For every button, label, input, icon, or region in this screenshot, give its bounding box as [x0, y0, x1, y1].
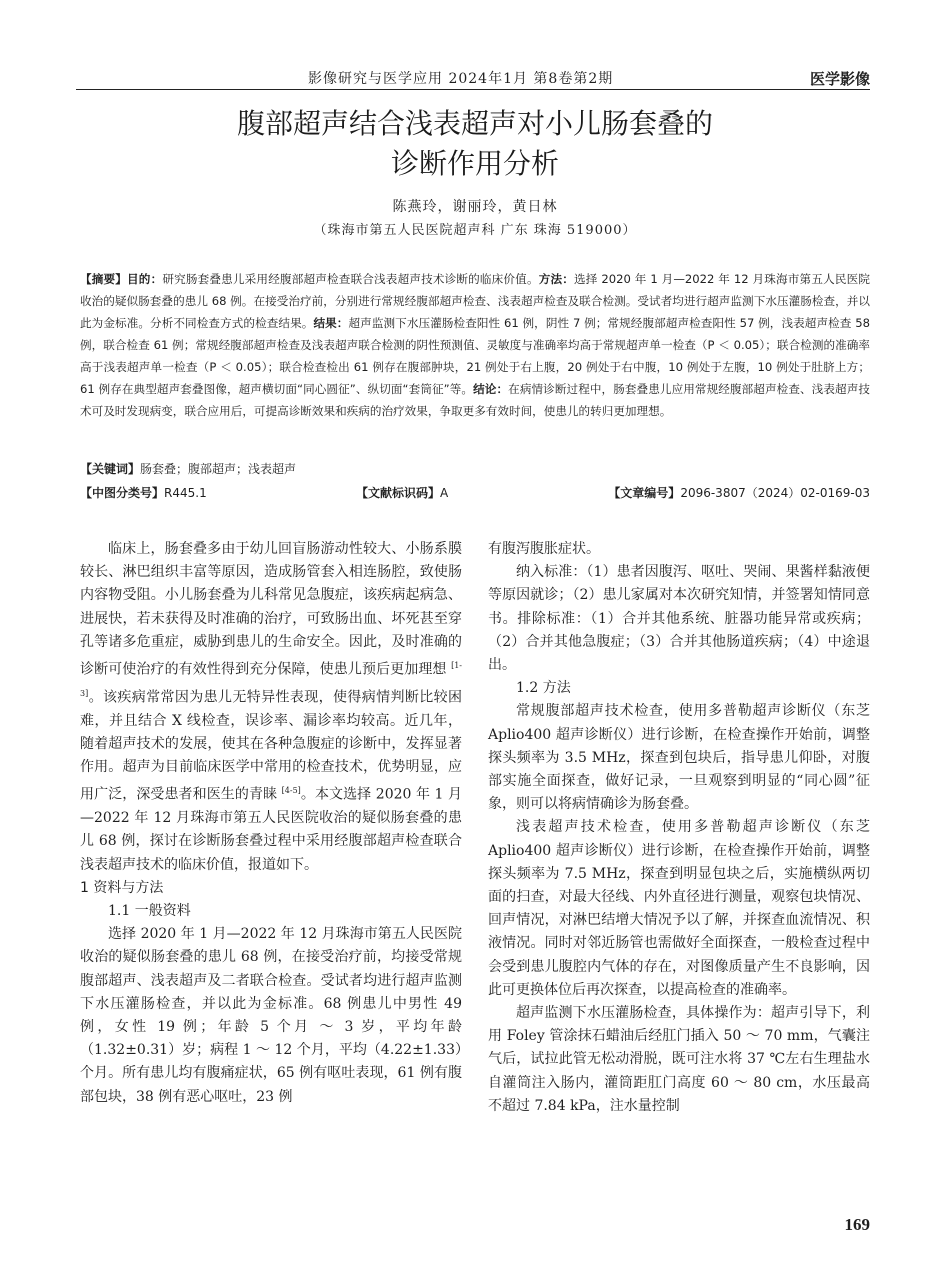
- results-text: 超声监测下水压灌肠检查阳性 61 例，阴性 7 例；常规经腹部超声检查阳性 57 例，浅表超声检查 58 例，联合检查 61 例；常规经腹部超声检查及浅表超声联合检测的阴性预测值、灵敏度与准确率均高于常规超声单一检查（P ＜ 0.05）；联合检测的准确率高于浅表超声单一检查（P ＜ 0.05）；联合检查检出 61 例存在腹部肿块，21 例处于右上腹，20 例处于右中腹，10 例处于左腹，10 例处于肚脐上方；61 例存在典型超声套叠图像，超声横切面“同心圆征”、纵切面“套筒征”等。: [80, 316, 870, 396]
- intro-paragraph: [80, 538, 462, 877]
- method-paragraph-2: 浅表超声技术检查，使用多普勒超声诊断仪（东芝 Aplio400 超声诊断仪）进行诊断，在检查操作开始前，调整探头频率为 7.5 MHz，探查到明显包块之后，实施横纵两切面的扫查，对最大径线、内外直径进行测量，观察包块情况、回声情况，对淋巴结增大情况予以了解，并探查血流情况、积液情况。同时对邻近肠管也需做好全面探查，一般检查过程中会受到患儿腹腔内气体的存在，对图像质量产生不良影响，因此可更换体位后再次探查，以提高检查的准确率。: [488, 819, 870, 998]
- keywords-value: 肠套叠；腹部超声；浅表超声: [140, 462, 297, 476]
- abstract-label: 【摘要】: [80, 272, 128, 286]
- intro-text-3: 。本文选择 2020 年 1 月—2022 年 12 月珠海市第五人民医院收治的疑似肠套叠的患儿 68 例，探讨在诊断肠套叠过程中采用经腹部超声检查联合浅表超声技术的临床价值，报道如下。: [80, 787, 462, 873]
- right-column: [488, 538, 870, 1118]
- citation-1: [1-3]: [80, 661, 462, 698]
- affiliation: （珠海市第五人民医院超声科 广东 珠海 519000）: [313, 223, 637, 238]
- objective-text: 研究肠套叠患儿采用经腹部超声检查联合浅表超声技术诊断的临床价值。: [162, 272, 539, 286]
- continued-paragraph: 有腹泻腹胀症状。: [488, 541, 600, 557]
- section-heading-1: 1 资料与方法: [80, 879, 164, 896]
- doc-code-block: [356, 484, 448, 501]
- results-label: 结果：: [313, 316, 349, 330]
- keywords: [80, 460, 296, 477]
- authors: 陈燕玲，谢丽玲，黄日林: [392, 199, 558, 215]
- conclusion-text: 在病情诊断过程中，肠套叠患儿应用常规经腹部超声检查、浅表超声技术可及时发现病变，联合应用后，可提高诊断效果和疾病的治疗效果，争取更多有效时间，使患儿的转归更加理想。: [80, 382, 870, 418]
- title-line-2: 诊断作用分析: [390, 147, 559, 180]
- title-line-1: 腹部超声结合浅表超声对小儿肠套叠的: [236, 107, 713, 140]
- method-paragraph-3: 超声监测下水压灌肠检查，具体操作为：超声引导下，利用 Foley 管涂抹石蜡油后经肛门插入 50 ～ 70 mm，气囊注气后，试拉此管无松动滑脱，既可注水将 37 ℃左右生理盐水自灌筒注入肠内，灌筒距肛门高度 60 ～ 80 cm，水压最高不超过 7.84 kPa，注水量控制: [488, 1005, 870, 1114]
- method-paragraph-1: 常规腹部超声技术检查，使用多普勒超声诊断仪（东芝 Aplio400 超声诊断仪）进行诊断，在检查操作开始前，调整探头频率为 3.5 MHz，探查到包块后，指导患儿仰卧，对腹部实施全面探查，做好记录，一旦观察到明显的“同心圆”征象，则可以将病情确诊为肠套叠。: [488, 703, 870, 813]
- page-number: 169: [844, 1215, 870, 1234]
- article-no-label: 【文章编号】: [608, 486, 681, 500]
- conclusion-label: 结论：: [473, 382, 509, 396]
- running-header: [76, 68, 870, 88]
- objective-label: 目的：: [127, 272, 163, 286]
- intro-text-2: 。该疾病常常因为患儿无特异性表现，使得病情判断比较困难，并且结合 X 线检查，误诊率、漏诊率均较高。近几年，随着超声技术的发展，使其在各种急腹症的诊断中，发挥显著作用。超声为目前临床医学中常用的检查技术，优势明显，应用广泛，深受患者和医生的青睐: [80, 689, 462, 803]
- subsection-heading-1-1: 1.1 一般资料: [108, 903, 191, 920]
- methods-text: 选择 2020 年 1 月—2022 年 12 月珠海市第五人民医院收治的疑似肠套叠的患儿 68 例。在接受治疗前，分别进行常规经腹部超声检查、浅表超声检查及联合检测。受试者均进行超声监测下水压灌肠检查，并以此为金标准。分析不同检查方式的检查结果。: [80, 272, 870, 330]
- header-rule: [76, 89, 870, 90]
- clc-label: 【中图分类号】: [80, 486, 165, 500]
- abstract: [80, 268, 870, 422]
- intro-text-1: 临床上，肠套叠多由于幼儿回盲肠游动性较大、小肠系膜较长、淋巴组织丰富等原因，造成肠管套入相连肠腔，致使肠内容物受阻。小儿肠套叠为儿科常见急腹症，该疾病起病急、进展快，若未获得及时准确的治疗，可致肠出血、坏死甚至穿孔等诸多危重症，威胁到患儿的生命安全。因此，及时准确的诊断可使治疗的有效性得到充分保障，使患儿预后更加理想: [80, 541, 462, 678]
- clc-value: R445.1: [164, 486, 207, 500]
- left-column: [80, 538, 462, 1109]
- article-no-value: 2096-3807（2024）02-0169-03: [680, 486, 870, 500]
- criteria-paragraph: 纳入标准：（1）患者因腹泻、呕吐、哭闹、果酱样黏液便等原因就诊；（2）患儿家属对本次研究知情，并签署知情同意书。排除标准：（1）合并其他系统、脏器功能异常或疾病；（2）合并其他急腹症；（3）合并其他肠道疾病；（4）中途退出。: [488, 564, 870, 674]
- general-data-paragraph: 选择 2020 年 1 月—2022 年 12 月珠海市第五人民医院收治的疑似肠套叠的患儿 68 例，在接受治疗前，均接受常规腹部超声、浅表超声及二者联合检查。受试者均进行超声监测下水压灌肠检查，并以此为金标准。68 例患儿中男性 49 例，女性 19 例；年龄 5 个月 ～ 3 岁，平均年龄（1.32±0.31）岁；病程 1 ～ 12 个月，平均（4.22±1.33）个月。所有患儿均有腹痛症状，65 例有呕吐表现，61 例有腹部包块，38 例有恶心呕吐，23 例: [80, 926, 462, 1105]
- section-label: 医学影像: [809, 70, 870, 88]
- doc-code-value: A: [440, 486, 449, 500]
- doc-code-label: 【文献标识码】: [356, 486, 441, 500]
- article-no-block: [608, 484, 870, 501]
- keywords-label: 【关键词】: [80, 462, 141, 476]
- methods-label: 方法：: [538, 272, 574, 286]
- citation-2: [4-5]: [281, 786, 301, 796]
- clc-block: [80, 484, 207, 501]
- article-title: [0, 104, 950, 184]
- subsection-heading-1-2: 1.2 方法: [516, 680, 571, 697]
- journal-info: 影像研究与医学应用 2024年1月 第8卷第2期: [308, 71, 614, 87]
